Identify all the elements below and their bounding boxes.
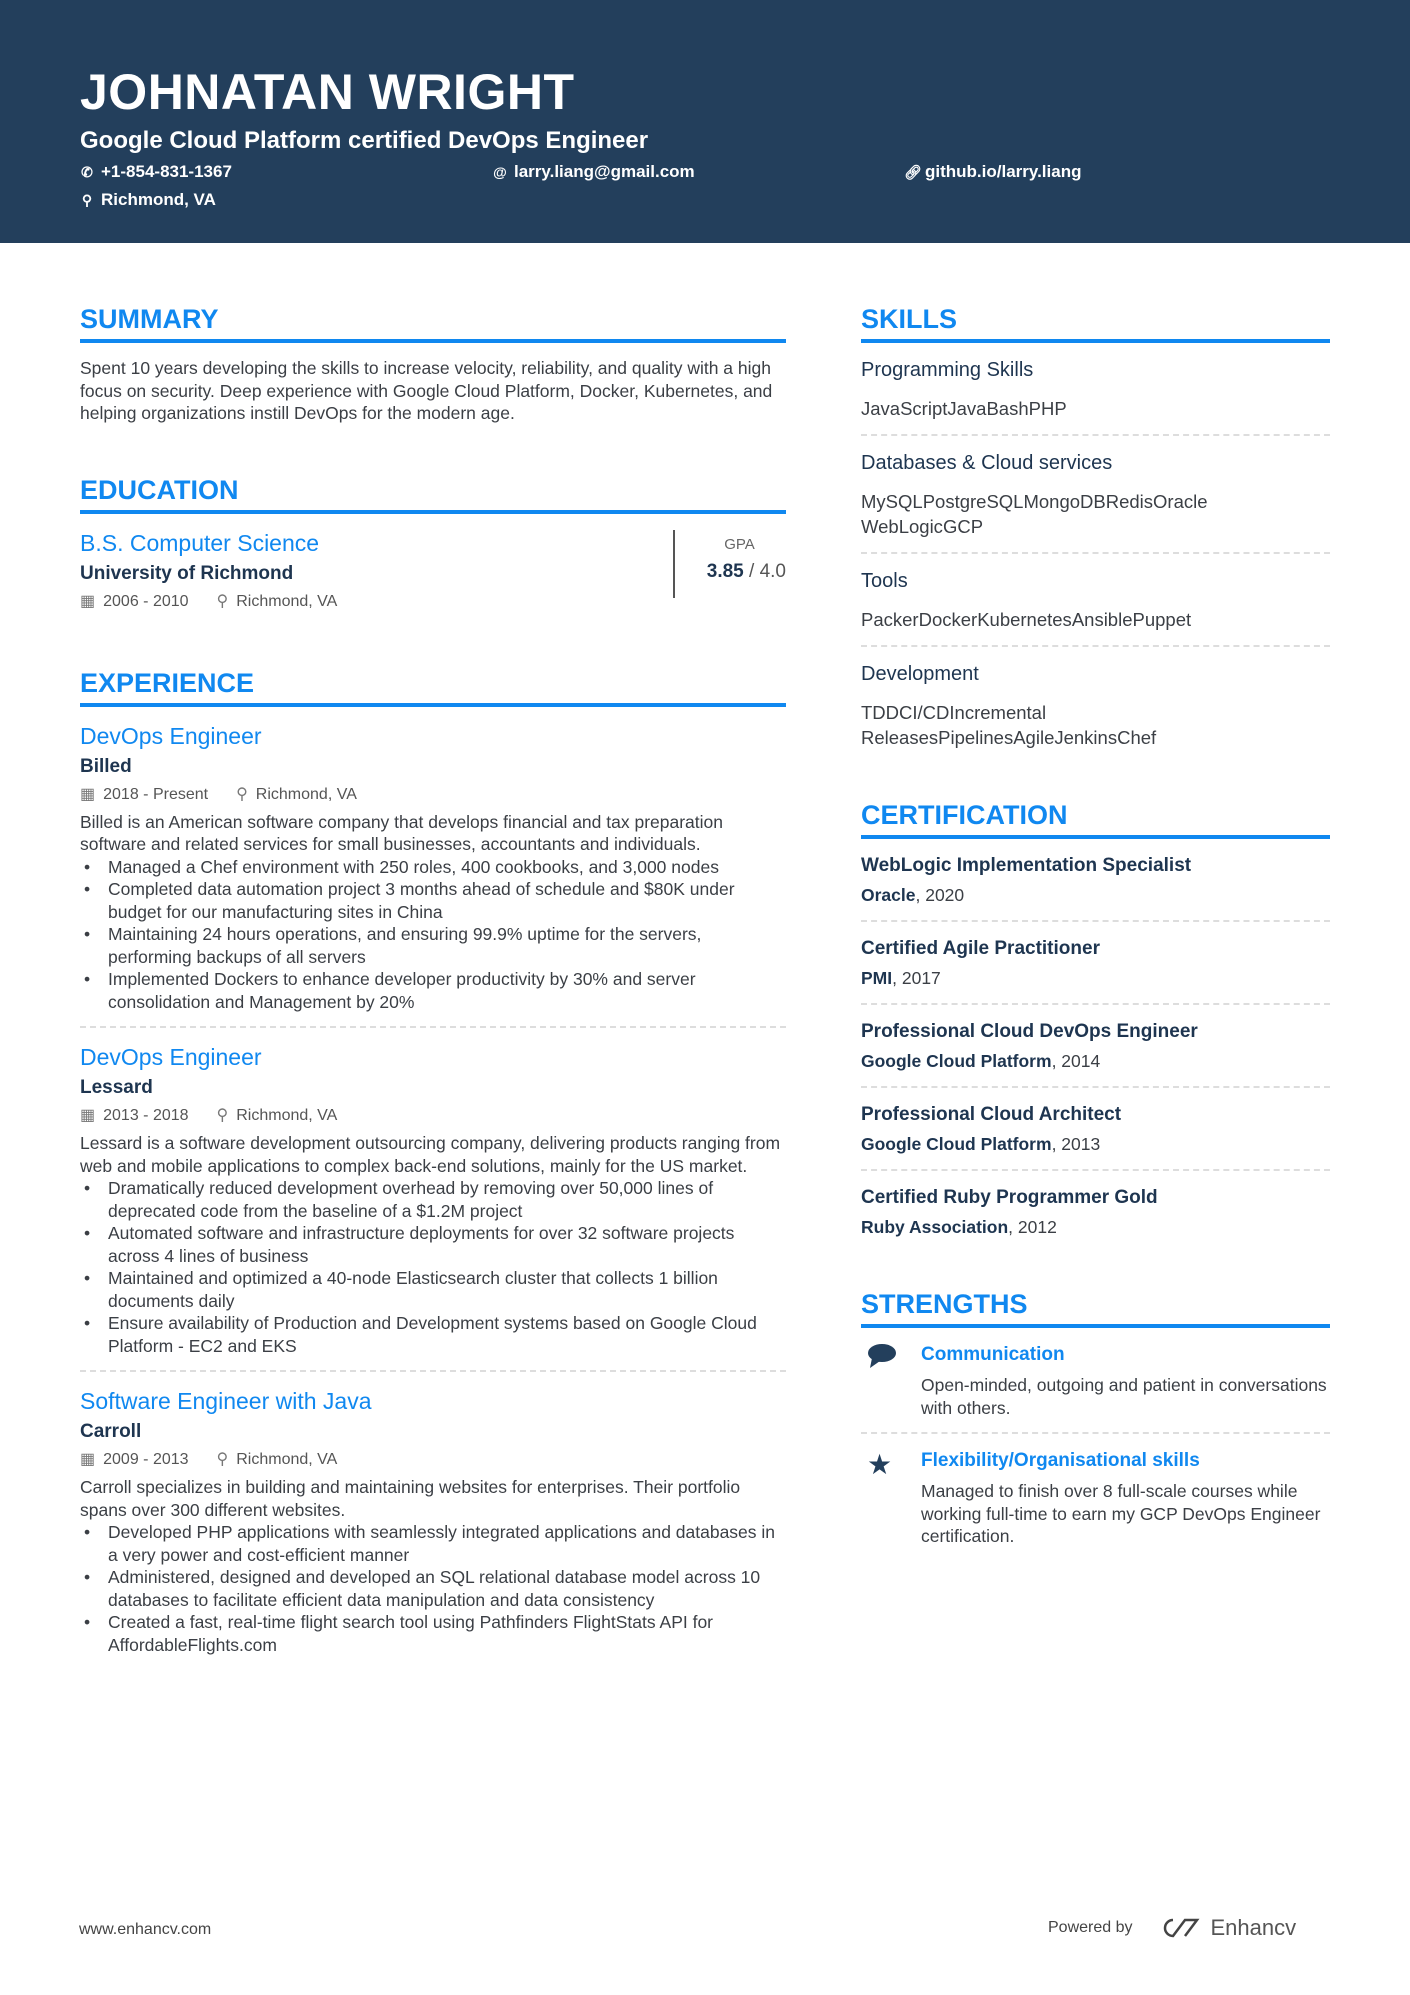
- strength-name: Flexibility/Organisational skills: [921, 1450, 1200, 1471]
- divider: [861, 434, 1330, 436]
- cert-year: , 2013: [1051, 1134, 1101, 1154]
- job-title: DevOps Engineer: [80, 722, 262, 749]
- cert-name: WebLogic Implementation Specialist: [861, 855, 1192, 876]
- section-title: STRENGTHS: [861, 1287, 1330, 1328]
- link-text[interactable]: github.io/larry.liang: [925, 162, 1082, 181]
- strength-desc: Managed to finish over 8 full-scale courses while working full-time to earn my GCP DevOps Engineer certification.: [921, 1481, 1321, 1546]
- email-text[interactable]: larry.liang@gmail.com: [514, 162, 695, 181]
- cert-issuer-line: [861, 1049, 1330, 1073]
- phone-contact: [80, 162, 232, 182]
- gpa-box: GPA 3.85 / 4.0: [673, 530, 786, 598]
- skill-tag: MySQL: [861, 491, 923, 512]
- school: University of Richmond: [80, 562, 294, 584]
- phone-text: +1-854-831-1367: [101, 162, 232, 181]
- cert-year: , 2012: [1008, 1217, 1057, 1237]
- candidate-name: JOHNATAN WRIGHT: [80, 64, 575, 120]
- cert-year: , 2020: [915, 885, 965, 905]
- bullet: • Completed data automation project 3 months ahead of schedule and $80K under budget for our manufacturing sites in China: [80, 878, 786, 923]
- brand-name: Enhancv: [1210, 1915, 1297, 1940]
- bullet-list: [80, 856, 786, 1014]
- skill-tag: Packer: [861, 609, 919, 630]
- strengths-section: [861, 1287, 1330, 1548]
- skill-tag: Chef: [1117, 727, 1157, 748]
- company: Carroll: [80, 1421, 142, 1442]
- cert-issuer: PMI: [861, 968, 893, 988]
- skill-tag: MongoDB: [1023, 491, 1106, 512]
- skill-tag: Java: [947, 398, 987, 419]
- skill-tags: [861, 700, 1330, 750]
- cert-name: Certified Agile Practitioner: [861, 938, 1100, 959]
- strength-item: [861, 1342, 1330, 1419]
- company: Billed: [80, 755, 132, 777]
- section-title: EDUCATION: [80, 473, 786, 514]
- skill-tag: Docker: [918, 609, 978, 630]
- bullet: • Dramatically reduced development overhead by removing over 50,000 lines of deprecated code from the baseline of a $1.2M project: [80, 1177, 786, 1222]
- location-contact: [80, 190, 216, 210]
- location-pin-icon: ⚲: [81, 191, 93, 208]
- bullet: • Implemented Dockers to enhance developer productivity by 30% and server consolidation and Management by 20%: [80, 968, 786, 1013]
- certification-section: [861, 798, 1330, 1239]
- divider: [80, 1026, 786, 1028]
- skill-category: Databases & Cloud services: [861, 452, 1113, 474]
- skills-section: [861, 302, 1330, 750]
- link-icon: 🔗︎: [904, 163, 922, 180]
- calendar-icon: ▦: [80, 1451, 96, 1468]
- skill-category: Programming Skills: [861, 359, 1034, 381]
- job-description: Lessard is a software development outsourcing company, delivering products ranging from web and mobile applications to complex back-end solutions, mainly for the US market.: [80, 1133, 781, 1176]
- skill-tag: Jenkins: [1054, 727, 1118, 748]
- skill-tag: Bash: [986, 398, 1029, 419]
- skill-tag: PHP: [1028, 398, 1067, 419]
- footer-powered: [1048, 1915, 1296, 1941]
- footer-site[interactable]: www.enhancv.com: [79, 1921, 212, 1938]
- location: Richmond, VA: [236, 1107, 338, 1124]
- job-title: Software Engineer with Java: [80, 1388, 372, 1414]
- location-pin-icon: ⚲: [216, 592, 229, 610]
- enhancv-logo: [1157, 1915, 1297, 1941]
- skill-tag: Puppet: [1132, 609, 1192, 630]
- divider: [861, 1169, 1330, 1171]
- cert-issuer-line: [861, 1215, 1330, 1239]
- education-section: [80, 473, 786, 618]
- section-title: SKILLS: [861, 302, 1330, 343]
- section-title: SUMMARY: [80, 302, 786, 343]
- skill-tag: Ansible: [1071, 609, 1133, 630]
- section-title: EXPERIENCE: [80, 666, 786, 707]
- bullet-list: [80, 1177, 786, 1357]
- skill-tag: GCP: [942, 516, 984, 537]
- location-pin-icon: ⚲: [236, 785, 248, 803]
- divider: [861, 645, 1330, 647]
- calendar-icon: ▦: [80, 1107, 96, 1124]
- skill-tag: Pipelines: [938, 727, 1014, 748]
- powered-by-text: Powered by: [1048, 1919, 1133, 1936]
- bullet: • Automated software and infrastructure deployments for over 32 software projects across 4 lines of business: [80, 1222, 786, 1267]
- calendar-icon: ▦: [80, 592, 96, 610]
- job-entry: [80, 1370, 786, 1656]
- skill-tag: CI/CD: [899, 702, 950, 723]
- left-column: [80, 302, 786, 1704]
- skill-tag: Incremental Releases: [861, 702, 1047, 748]
- skill-category: Development: [861, 663, 979, 685]
- location: Richmond, VA: [255, 785, 357, 803]
- strength-name: Communication: [921, 1344, 1065, 1365]
- calendar-icon: ▦: [80, 785, 96, 803]
- company: Lessard: [80, 1077, 153, 1098]
- gpa-label: GPA: [724, 535, 755, 553]
- bullet: • Administered, designed and developed an SQL relational database model across 10 databases to facilitate efficient data manipulation and data consistency: [80, 1566, 786, 1611]
- cert-name: Certified Ruby Programmer Gold: [861, 1187, 1158, 1208]
- job-title: DevOps Engineer: [80, 1044, 262, 1070]
- speech-bubble-icon: [861, 1342, 891, 1419]
- gpa-max: 4.0: [759, 560, 786, 582]
- cert-issuer: Oracle: [861, 885, 916, 905]
- star-icon: ★: [867, 1449, 893, 1480]
- strength-desc: Open-minded, outgoing and patient in conversations with others.: [921, 1375, 1327, 1418]
- dates: 2018 - Present: [103, 785, 209, 803]
- bullet: • Managed a Chef environment with 250 roles, 400 cookbooks, and 3,000 nodes: [80, 856, 786, 879]
- section-title: CERTIFICATION: [861, 798, 1330, 839]
- skill-tags: [861, 607, 1330, 632]
- job-entry: [80, 721, 786, 1014]
- cert-year: , 2017: [892, 968, 941, 988]
- cert-issuer-line: [861, 883, 1330, 907]
- experience-section: [80, 666, 786, 1657]
- cert-name: Professional Cloud Architect: [861, 1104, 1122, 1125]
- divider: [861, 1003, 1330, 1005]
- skill-tag: Agile: [1013, 727, 1055, 748]
- cert-year: , 2014: [1051, 1051, 1101, 1071]
- summary-text: Spent 10 years developing the skills to increase velocity, reliability, and quality with a high focus on security. Deep experience with Google Cloud Platform, Docker, Kubernetes, and helping organizations instill DevOps for the modern age.: [80, 358, 773, 423]
- degree: B.S. Computer Science: [80, 529, 320, 556]
- bullet: • Developed PHP applications with seamlessly integrated applications and databases in a very power and cost-efficient manner: [80, 1521, 786, 1566]
- job-meta: [80, 1449, 786, 1471]
- summary-section: [80, 302, 786, 425]
- dates: 2006 - 2010: [103, 592, 189, 610]
- skill-tag: Oracle WebLogic: [861, 491, 1208, 537]
- link-contact[interactable]: [904, 162, 1081, 182]
- divider: [861, 552, 1330, 554]
- cert-issuer: Google Cloud Platform: [861, 1134, 1052, 1154]
- job-meta: [80, 784, 786, 806]
- cert-issuer: Ruby Association: [861, 1217, 1009, 1237]
- job-description: Carroll specializes in building and maintaining websites for enterprises. Their portfolio spans over 300 different websites.: [80, 1477, 741, 1520]
- cert-issuer-line: [861, 966, 1330, 990]
- at-icon: @: [493, 164, 507, 180]
- dates: 2009 - 2013: [103, 1451, 189, 1468]
- job-entry: [80, 1026, 786, 1357]
- cert-name: Professional Cloud DevOps Engineer: [861, 1021, 1198, 1042]
- divider: [861, 1432, 1330, 1434]
- divider: [80, 1370, 786, 1372]
- gpa-value: 3.85: [706, 560, 744, 582]
- job-description: Billed is an American software company that develops financial and tax preparation software and related services for small businesses, accountants and individuals.: [80, 811, 724, 854]
- strength-item: [861, 1448, 1330, 1548]
- skill-tag: Kubernetes: [977, 609, 1072, 630]
- location-text: Richmond, VA: [101, 190, 216, 209]
- cert-issuer-line: [861, 1132, 1330, 1156]
- headline: Google Cloud Platform certified DevOps Engineer: [80, 127, 649, 154]
- skill-tag: JavaScript: [861, 398, 948, 419]
- dates: 2013 - 2018: [103, 1107, 189, 1124]
- enhancv-logo-icon: [1157, 1916, 1201, 1940]
- cert-issuer: Google Cloud Platform: [861, 1051, 1052, 1071]
- bullet: • Created a fast, real-time flight search tool using Pathfinders FlightStats API for AffordableFlights.com: [80, 1611, 786, 1656]
- job-meta: [80, 1105, 786, 1127]
- divider: [861, 920, 1330, 922]
- divider: [861, 1086, 1330, 1088]
- skill-tag: Redis: [1105, 491, 1154, 512]
- location: Richmond, VA: [236, 592, 338, 610]
- bullet: • Maintained and optimized a 40-node Elasticsearch cluster that collects 1 billion documents daily: [80, 1267, 786, 1312]
- resume-header: [0, 0, 1410, 243]
- location: Richmond, VA: [236, 1451, 338, 1468]
- skill-tag: PostgreSQL: [922, 491, 1024, 512]
- skill-category: Tools: [861, 570, 908, 592]
- bullet: • Maintaining 24 hours operations, and ensuring 99.9% uptime for the servers, performing backups of all servers: [80, 923, 786, 968]
- email-contact[interactable]: [493, 162, 695, 182]
- skill-tags: [861, 396, 1330, 421]
- right-column: [861, 302, 1330, 1596]
- bullet-list: [80, 1521, 786, 1656]
- bullet: • Ensure availability of Production and Development systems based on Google Cloud Platform - EC2 and EKS: [80, 1312, 786, 1357]
- location-pin-icon: ⚲: [216, 1107, 229, 1124]
- location-pin-icon: ⚲: [216, 1451, 229, 1468]
- skill-tag: TDD: [861, 702, 900, 723]
- phone-icon: ✆: [81, 163, 93, 180]
- skill-tags: [861, 489, 1330, 539]
